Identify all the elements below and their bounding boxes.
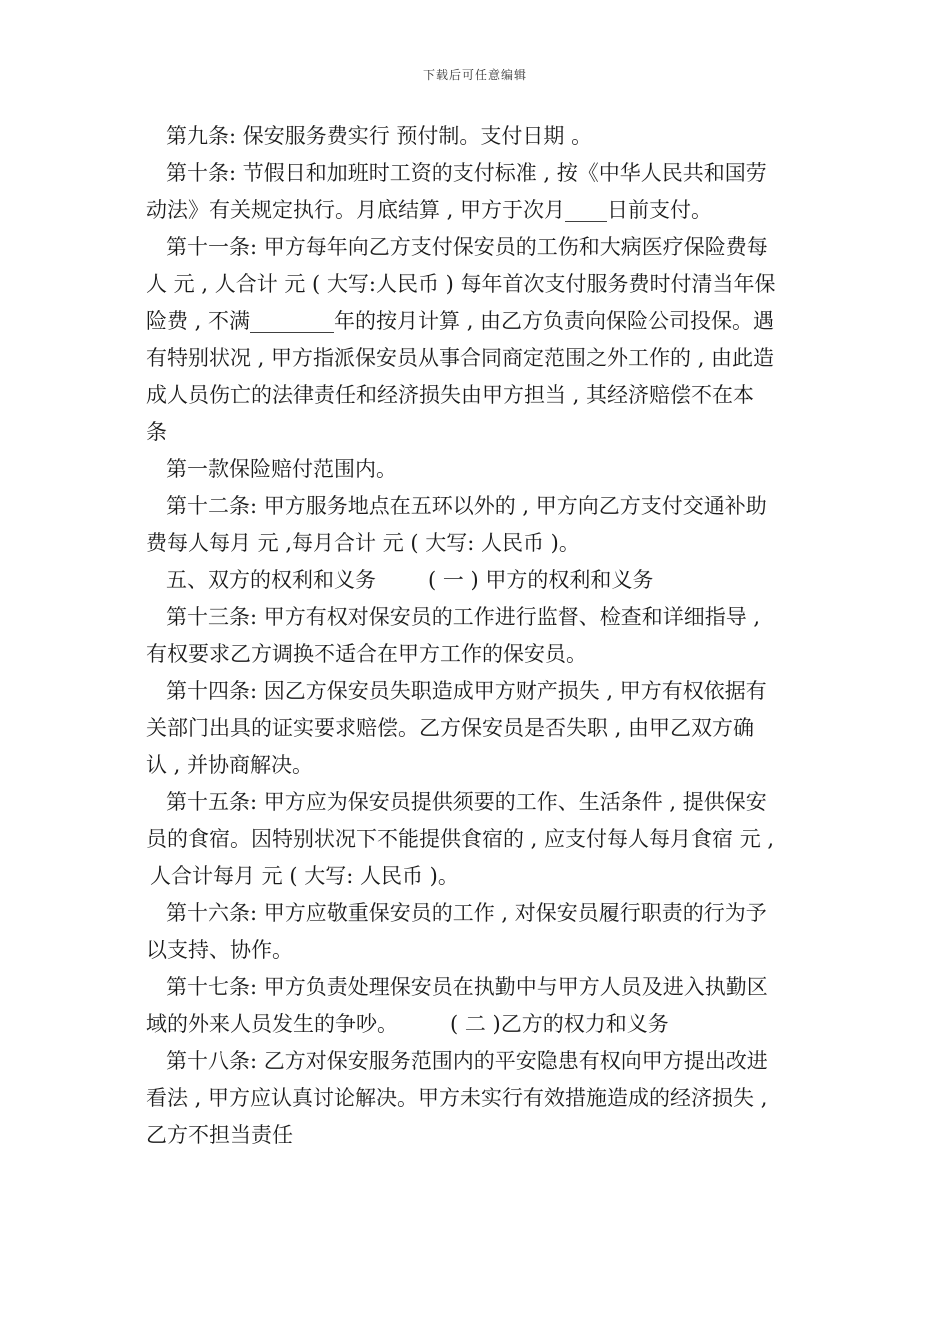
article-12-line-1: 第十二条: 甲方服务地点在五环以外的 , 甲方向乙方支付交通补助 xyxy=(166,494,767,518)
article-15-line-3: 人合计每月 元 ( 大写: 人民币 )。 xyxy=(150,864,459,888)
article-13-line-1: 第十三条: 甲方有权对保安员的工作进行监督、检查和详细指导 , xyxy=(166,605,761,629)
section-5-title: 五、双方的权利和义务 xyxy=(166,568,376,592)
article-18-line-1: 第十八条: 乙方对保安服务范围内的平安隐患有权向甲方提出改进 xyxy=(166,1049,768,1073)
article-11-line-5: 成人员伤亡的法律责任和经济损失由甲方担当 , 其经济赔偿不在本 xyxy=(146,383,755,407)
section-5-heading xyxy=(146,562,816,599)
article-10-line-1: 第十条: 节假日和加班时工资的支付标准 , 按《中华人民共和国劳 xyxy=(166,161,767,185)
article-18-line-3: 乙方不担当责任 xyxy=(146,1123,293,1147)
article-10-line-2: 动法》有关规定执行。月底结算 , 甲方于次月____日前支付。 xyxy=(146,198,713,222)
article-15-line-1: 第十五条: 甲方应为保安员提供须要的工作、生活条件 , 提供保安 xyxy=(166,790,767,814)
page-header: 下载后可任意编辑 xyxy=(422,68,527,82)
article-15-line-2: 员的食宿。因特别状况下不能提供食宿的 , 应支付每人每月食宿 元 , xyxy=(146,827,775,851)
subsection-1-title: ( 一 ) 甲方的权利和义务 xyxy=(428,568,654,592)
article-17-line-2 xyxy=(146,1006,816,1043)
article-17-line-1: 第十七条: 甲方负责处理保安员在执勤中与甲方人员及进入执勤区 xyxy=(166,975,768,999)
document-body xyxy=(146,118,816,1154)
article-12-line-2: 费每人每月 元 ,每月合计 元 ( 大写: 人民币 )。 xyxy=(146,531,580,555)
article-9-line-1: 第九条: 保安服务费实行 预付制。支付日期 。 xyxy=(166,124,593,148)
article-14-line-3: 认 , 并协商解决。 xyxy=(146,753,314,777)
article-11-line-6: 条 xyxy=(146,420,167,444)
subsection-2-title: ( 二 )乙方的权力和义务 xyxy=(450,1012,669,1036)
article-14-line-2: 关部门出具的证实要求赔偿。乙方保安员是否失职 , 由甲乙双方确 xyxy=(146,716,755,740)
article-14-line-1: 第十四条: 因乙方保安员失职造成甲方财产损失 , 甲方有权依据有 xyxy=(166,679,767,703)
article-18-line-2: 看法 , 甲方应认真讨论解决。甲方未实行有效措施造成的经济损失 , xyxy=(146,1086,768,1110)
article-11-line-2: 人 元 , 人合计 元 ( 大写:人民币 ) 每年首次支付服务费时付清当年保 xyxy=(146,272,776,296)
article-11-line-1: 第十一条: 甲方每年向乙方支付保安员的工伤和大病医疗保险费每 xyxy=(166,235,768,259)
clause-1-line: 第一款保险赔付范围内。 xyxy=(166,457,397,481)
article-16-line-1: 第十六条: 甲方应敬重保安员的工作 , 对保安员履行职责的行为予 xyxy=(166,901,767,925)
article-11-line-4: 有特别状况 , 甲方指派保安员从事合同商定范围之外工作的 , 由此造 xyxy=(146,346,775,370)
article-13-line-2: 有权要求乙方调换不适合在甲方工作的保安员。 xyxy=(146,642,587,666)
article-11-line-3: 险费 , 不满________年的按月计算 , 由乙方负责向保险公司投保。遇 xyxy=(146,309,775,333)
article-16-line-2: 以支持、协作。 xyxy=(146,938,293,962)
article-17-text: 域的外来人员发生的争吵。 xyxy=(146,1012,398,1036)
